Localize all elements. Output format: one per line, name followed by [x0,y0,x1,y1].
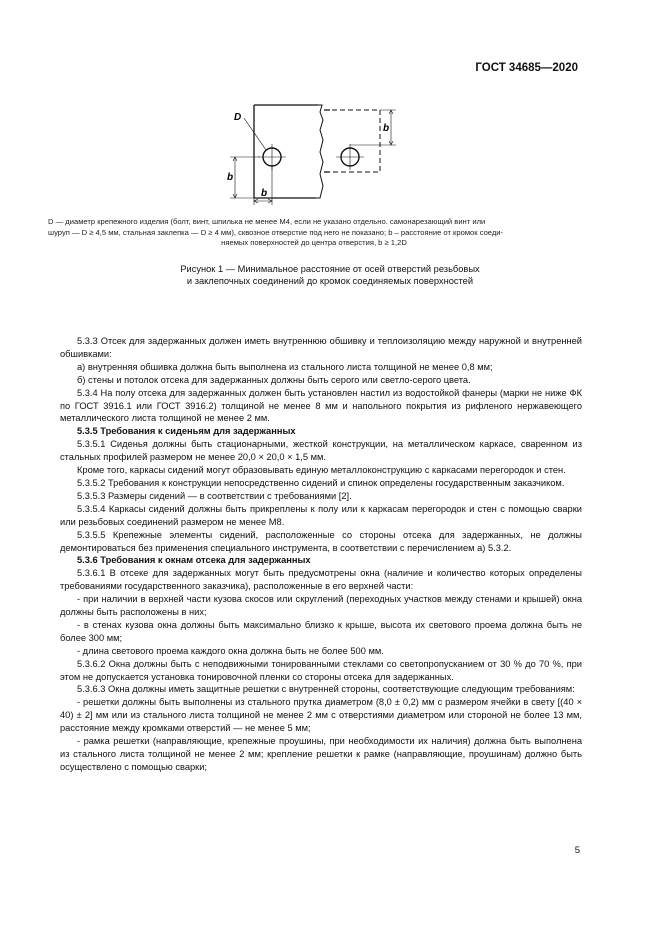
paragraph: 5.3.5.4 Каркасы сидений должны быть прикреплены к полу или к каркасам перегородок и стен с помощью сварки или резьбовых соединений размером не менее М8. [60,503,582,527]
paragraph: 5.3.5.5 Крепежные элементы сидений, расположенные со стороны отсека для задержанных, не должны демонтироваться без применения специального инструмента, в соответствии с перечислением а) 5.3.2. [60,529,582,553]
paragraph: 5.3.3 Отсек для задержанных должен иметь внутреннюю обшивку и теплоизоляцию между наружной и внутренней обшивками: [60,336,582,359]
legend-line: шуруп — D ≥ 4,5 мм, стальная заклепка — D ≥ 4 мм), сквозное отверстие под него не показано; b – расстояние от кромок соеди- [48,227,504,237]
document-header: ГОСТ 34685—2020 [475,62,578,74]
paragraph: 5.3.5.2 Требования к конструкции непосредственно сидений и спинок определены государственным заказчиком. [77,477,565,488]
legend-line: D — диаметр крепежного изделия (болт, винт, шпилька не менее М4, если не указано отдельно. самонарезающий винт или [48,217,486,226]
label-D: D [234,112,242,123]
paragraph: 5.3.6.2 Окна должны быть с неподвижными тонированными стеклами со светопропусканием от 30 % до 70 %, при этом не допускается установка тонировочной пленки со стороны отсека для задержанных. [60,658,582,682]
label-b-right: b [383,123,390,134]
caption-line: и заклепочных соединений до кромок соединяемых поверхностей [186,276,474,287]
caption-line: Рисунок 1 — Минимальное расстояние от осей отверстий резьбовых [180,264,480,274]
paragraph: 5.3.5.3 Размеры сидений — в соответствии с требованиями [2]. [77,490,352,501]
paragraph: 5.3.6.1 В отсеке для задержанных могут быть предусмотрены окна (наличие и количество которых определены требованиями государственного заказчика), расположенные в его верхней части: [60,568,582,592]
paragraph: Кроме того, каркасы сидений могут образовывать единую металлоконструкцию с каркасами перегородок и стен. [77,465,566,476]
paragraph: 5.3.5.1 Сиденья должны быть стационарными, жесткой конструкции, на металлическом каркасе, сваренном из стальных профилей размером не менее 20,0 × 20,0 × 1,5 мм. [60,439,582,463]
paragraph: а) внутренняя обшивка должна быть выполнена из стального листа толщиной не менее 0,8 мм; [77,361,493,372]
paragraph: - длина светового проема каждого окна должна быть не более 500 мм. [77,645,384,656]
paragraph: - рамка решетки (направляющие, крепежные проушины, при необходимости их наличия) должна быть выполнена из стального листа толщиной не менее 2 мм; крепление решетки к рамке (направляющие, проушинам) должно быть осуществлено с помощью сварки; [60,736,582,772]
paragraph: - при наличии в верхней части кузова скосов или скруглений (переходных участков между стенами и крышей) окна должны быть расположены в них; [60,594,582,618]
legend-line: няемых поверхностей до центра отверстия, b ≥ 1,2D [221,238,407,247]
label-b-bottom: b [261,188,268,199]
figure-1-drawing [220,100,410,205]
page-number: 5 [574,845,580,856]
plate-right [316,105,323,198]
section-heading: 5.3.5 Требования к сиденьям для задержанных [77,426,296,437]
paragraph: 5.3.6.3 Окна должны иметь защитные решетки с внутренней стороны, соответствующие следующим требованиям: [77,684,575,695]
plate-right-outline [324,110,380,172]
paragraph: б) стены и потолок отсека для задержанных должны быть серого или светло-серого цвета. [77,374,471,385]
label-b-left: b [227,172,234,183]
figure-legend [48,217,580,249]
paragraph: - в стенах кузова окна должны быть максимально близко к крыше, высота их светового проема должна быть не более 300 мм; [60,619,582,643]
figure-caption [60,263,600,288]
paragraph: 5.3.4 На полу отсека для задержанных должен быть установлен настил из водостойкой фанеры (марки не ниже ФК по ГОСТ 3916.1 или ГОСТ 3916.2) толщиной не менее 8 мм и напольного покрытия из рифленого нержавеющего металлического листа толщиной не менее 2 мм. [60,387,582,424]
plate-left [254,105,318,198]
document-body [60,335,582,774]
paragraph: - решетки должны быть выполнены из стального прутка диаметром (8,0 ± 0,2) мм с размером ячейки в свету [(40 × 40) ± 2] мм или из стального листа толщиной не менее 2 мм с отверстиями диаметром или стороной не более 13 мм, расстояние между кромками отверстий — не менее 5 мм; [60,697,582,734]
section-heading: 5.3.6 Требования к окнам отсека для задержанных [77,555,311,566]
